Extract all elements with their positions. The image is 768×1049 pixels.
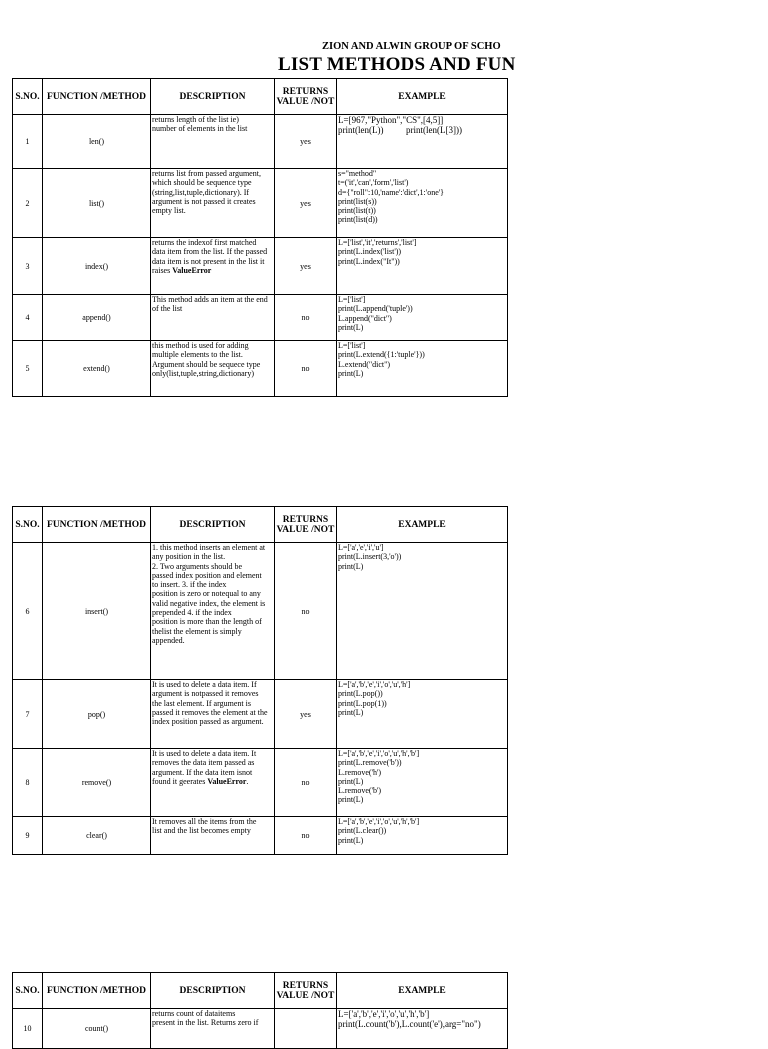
page-title: LIST METHODS AND FUN xyxy=(278,54,516,75)
example-code-line: L=['list'] xyxy=(338,295,366,304)
example-code-line: L.remove('h') xyxy=(338,767,382,777)
example-code-line: print(L.pop()) xyxy=(338,689,383,699)
example-code-line: print(L) xyxy=(338,322,364,332)
description-line: to insert. 3. if the index xyxy=(152,580,227,590)
example-code-line: print(L.remove('b')) xyxy=(338,758,402,768)
function-name-cell: remove() xyxy=(43,749,151,817)
example-code-line: print(L.index('list')) xyxy=(338,247,402,257)
example-code-line: print(L) xyxy=(338,561,364,571)
returns-value-cell: no xyxy=(275,341,337,397)
table-row xyxy=(13,341,508,397)
description-cell xyxy=(151,341,275,397)
description-text: found it geerates xyxy=(152,776,208,786)
serial-number-cell: 4 xyxy=(13,295,43,341)
example-cell xyxy=(337,238,508,295)
header-returns xyxy=(275,507,337,543)
serial-number-cell: 5 xyxy=(13,341,43,397)
description-line: 2. Two arguments should be xyxy=(152,561,243,571)
header-example: EXAMPLE xyxy=(337,79,508,115)
description-line: passed it removes the element at the xyxy=(152,707,268,717)
example-cell xyxy=(337,115,508,169)
example-code-line: print(L.index("It")) xyxy=(338,256,400,266)
description-line: index position passed as argument. xyxy=(152,717,264,727)
table-row xyxy=(13,1009,508,1049)
example-code-line: d={"roll":10,'name':'dict',1:'one'} xyxy=(338,187,445,197)
methods-table-3 xyxy=(12,972,508,1049)
description-cell xyxy=(151,115,275,169)
serial-number-cell: 3 xyxy=(13,238,43,295)
description-line: which should be sequence type xyxy=(152,178,252,188)
description-line: It is used to delete a data item. It xyxy=(152,749,257,758)
description-line: 1. this method inserts an element at xyxy=(152,543,266,552)
header-returns xyxy=(275,79,337,115)
table-row xyxy=(13,817,508,855)
description-text: . xyxy=(246,776,249,786)
header-sno: S.NO. xyxy=(13,507,43,543)
function-name-cell: clear() xyxy=(43,817,151,855)
description-line: argument is not passed it creates xyxy=(152,196,256,206)
example-cell xyxy=(337,817,508,855)
description-line: position is more than the length of xyxy=(152,617,262,627)
example-code-line: L=['a','b','e','i','o','u','h'] xyxy=(338,680,411,689)
table-row xyxy=(13,115,508,169)
example-code-line: L.append("dict") xyxy=(338,313,392,323)
example-cell xyxy=(337,680,508,749)
example-code-line: L.remove('b') xyxy=(338,786,382,796)
methods-table-1 xyxy=(12,78,508,397)
description-line: It is used to delete a data item. If xyxy=(152,680,257,689)
returns-value-cell: no xyxy=(275,749,337,817)
description-line: this method is used for adding xyxy=(152,341,249,350)
returns-value-cell xyxy=(275,1009,337,1049)
example-code-line: L.extend("dict") xyxy=(338,359,391,369)
header-returns-line2: VALUE /NOT xyxy=(276,524,335,535)
description-cell xyxy=(151,238,275,295)
header-function: FUNCTION /METHOD xyxy=(43,507,151,543)
description-line xyxy=(151,266,274,275)
description-line: any position in the list. xyxy=(152,552,226,562)
table-header-row xyxy=(13,973,508,1009)
description-line: position is zero or notequal to any xyxy=(152,589,261,599)
example-code-line: print(L) xyxy=(338,795,364,805)
description-line: returns length of the list ie) xyxy=(152,115,239,124)
header-sno: S.NO. xyxy=(13,79,43,115)
header-description: DESCRIPTION xyxy=(151,973,275,1009)
table-header-row xyxy=(13,507,508,543)
description-line: multiple elements to the list. xyxy=(152,350,243,360)
description-line: thelist the element is simply xyxy=(152,626,242,636)
returns-value-cell: no xyxy=(275,817,337,855)
example-code-line: print(len(L)) print(len(L[3])) xyxy=(338,125,462,135)
example-code-line: L=['a','b','e','i','o','u','h','b'] xyxy=(338,817,420,826)
returns-value-cell: yes xyxy=(275,238,337,295)
description-line: present in the list. Returns zero if xyxy=(152,1018,259,1028)
example-cell xyxy=(337,341,508,397)
description-line: appended. xyxy=(152,635,185,645)
error-keyword: ValueError xyxy=(172,265,212,275)
description-line: the last element. If argument is xyxy=(152,698,251,708)
description-line: number of elements in the list xyxy=(152,124,248,134)
example-code-line: print(L) xyxy=(338,835,364,845)
function-name-cell: index() xyxy=(43,238,151,295)
methods-table-2 xyxy=(12,506,508,855)
returns-value-cell: yes xyxy=(275,680,337,749)
example-code-line: print(L.pop(1)) xyxy=(338,698,387,708)
description-line: returns list from passed argument, xyxy=(152,169,261,178)
example-code-line: print(list(d)) xyxy=(338,215,378,225)
description-line: valid negative index, the element is xyxy=(152,598,266,608)
description-line: only(list,tuple,string,dictionary) xyxy=(152,368,254,378)
example-code-line: print(L.append('tuple')) xyxy=(338,304,413,314)
example-code-line: print(list(s)) xyxy=(338,196,377,206)
header-example: EXAMPLE xyxy=(337,507,508,543)
function-name-cell: len() xyxy=(43,115,151,169)
description-cell xyxy=(151,680,275,749)
header-description: DESCRIPTION xyxy=(151,79,275,115)
description-cell xyxy=(151,749,275,817)
header-returns-line1: RETURNS xyxy=(282,86,329,97)
serial-number-cell: 7 xyxy=(13,680,43,749)
description-line: argument. If the data item isnot xyxy=(152,767,253,777)
serial-number-cell: 8 xyxy=(13,749,43,817)
example-code-line: print(L.extend({1:'tuple'})) xyxy=(338,350,425,360)
function-name-cell: pop() xyxy=(43,680,151,749)
example-code-line: print(L.clear()) xyxy=(338,826,387,836)
example-code-line: L=['list','it','returns','list'] xyxy=(338,238,417,247)
serial-number-cell: 10 xyxy=(13,1009,43,1049)
table-row xyxy=(13,295,508,341)
example-code-line: print(list(t)) xyxy=(338,206,376,216)
description-line: removes the data item passed as xyxy=(152,758,255,768)
description-line: data item from the list. If the passed xyxy=(152,247,268,257)
description-line: Argument should be sequece type xyxy=(152,359,261,369)
table-row xyxy=(13,680,508,749)
example-code-line: print(L.count('b'),L.count('e'),arg="no") xyxy=(338,1019,481,1029)
function-name-cell: insert() xyxy=(43,543,151,680)
function-name-cell: count() xyxy=(43,1009,151,1049)
example-cell xyxy=(337,295,508,341)
header-returns xyxy=(275,973,337,1009)
example-code-line: t=('it','can','form','list') xyxy=(338,178,409,188)
returns-value-cell: yes xyxy=(275,169,337,238)
description-line: empty list. xyxy=(152,206,186,216)
example-code-line: L=['a','b','e','i','o','u','h','b'] xyxy=(338,749,420,758)
header-sno: S.NO. xyxy=(13,973,43,1009)
description-line: This method adds an item at the end xyxy=(152,295,268,304)
description-line: of the list xyxy=(152,304,183,314)
error-keyword: ValueError xyxy=(207,776,247,786)
example-cell xyxy=(337,1009,508,1049)
example-cell xyxy=(337,169,508,238)
table-row xyxy=(13,238,508,295)
description-line: argument is notpassed it removes xyxy=(152,689,259,699)
header-description: DESCRIPTION xyxy=(151,507,275,543)
description-cell xyxy=(151,543,275,680)
description-line: data item is not present in the list it xyxy=(152,256,265,266)
returns-value-cell: no xyxy=(275,295,337,341)
description-line: It removes all the items from the xyxy=(152,817,257,826)
description-line: returns the indexof first matched xyxy=(152,238,257,247)
description-line: list and the list becomes empty xyxy=(152,826,251,836)
header-function: FUNCTION /METHOD xyxy=(43,79,151,115)
description-line: prepended 4. if the index xyxy=(152,608,232,618)
table-row xyxy=(13,543,508,680)
serial-number-cell: 1 xyxy=(13,115,43,169)
description-text: raises xyxy=(152,265,173,275)
header-example: EXAMPLE xyxy=(337,973,508,1009)
example-code-line: L=['a','b','e','i','o','u','h','b'] xyxy=(338,1009,430,1019)
description-cell xyxy=(151,817,275,855)
description-line xyxy=(151,777,274,786)
table-header-row xyxy=(13,79,508,115)
returns-value-cell: yes xyxy=(275,115,337,169)
function-name-cell: append() xyxy=(43,295,151,341)
example-cell xyxy=(337,749,508,817)
example-code-line: s="method" xyxy=(338,169,377,178)
function-name-cell: extend() xyxy=(43,341,151,397)
description-cell xyxy=(151,295,275,341)
header-returns-line1: RETURNS xyxy=(282,514,329,525)
example-cell xyxy=(337,543,508,680)
table-row xyxy=(13,749,508,817)
description-line: (string,list,tuple,dictionary). If xyxy=(152,187,250,197)
description-line: returns count of dataitems xyxy=(152,1009,236,1018)
header-returns-line1: RETURNS xyxy=(282,980,329,991)
example-code-line: print(L) xyxy=(338,368,364,378)
example-code-line: print(L) xyxy=(338,776,364,786)
organization-name: ZION AND ALWIN GROUP OF SCHO xyxy=(322,41,501,52)
serial-number-cell: 2 xyxy=(13,169,43,238)
returns-value-cell: no xyxy=(275,543,337,680)
example-code-line: print(L.insert(3,'o')) xyxy=(338,552,402,562)
example-code-line: print(L) xyxy=(338,707,364,717)
serial-number-cell: 9 xyxy=(13,817,43,855)
header-returns-line2: VALUE /NOT xyxy=(276,96,335,107)
description-cell xyxy=(151,1009,275,1049)
header-function: FUNCTION /METHOD xyxy=(43,973,151,1009)
example-code-line: L=['list'] xyxy=(338,341,366,350)
header-returns-line2: VALUE /NOT xyxy=(276,990,335,1001)
example-code-line: L=['a','e','i','u'] xyxy=(338,543,384,552)
function-name-cell: list() xyxy=(43,169,151,238)
serial-number-cell: 6 xyxy=(13,543,43,680)
description-cell xyxy=(151,169,275,238)
example-code-line: L=[967,"Python","CS",[4,5]] xyxy=(338,115,444,125)
description-line: passed index position and element xyxy=(152,570,262,580)
table-row xyxy=(13,169,508,238)
